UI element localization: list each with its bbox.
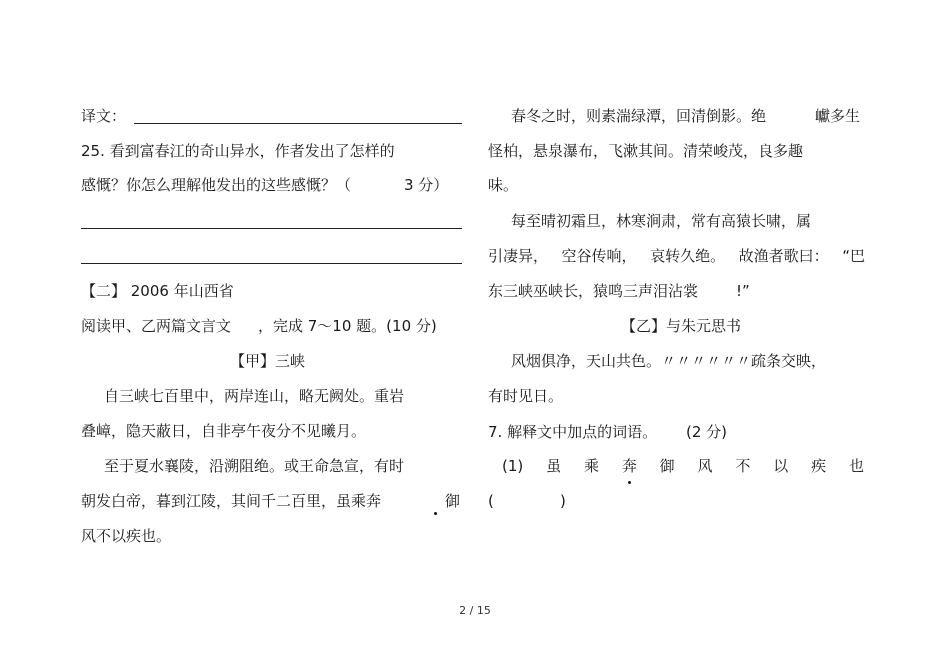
- passage-1-line-1: 自三峡七百里中，两岸连山，略无阙处。重岩: [104, 387, 405, 405]
- yi-title: 【乙】与朱元思书: [621, 317, 742, 335]
- passage-4-line-3a: 东三峡巫峡长，猿鸣三声泪沾裳: [488, 282, 699, 300]
- p4-seg: 哀转久绝。: [650, 247, 726, 265]
- item-char: 疾: [811, 457, 827, 475]
- question-25-line-1: 25. 看到富春江的奇山异水，作者发出了怎样的: [81, 142, 395, 160]
- passage-5-line-2: 有时见日。: [488, 387, 564, 405]
- question-7: 7. 解释文中加点的词语。: [488, 423, 658, 441]
- passage-2-line-2: 朝发白帝，暮到江陵，其间千二百里，虽乘奔: [81, 492, 382, 510]
- answer-line-translation: [134, 123, 462, 124]
- question-7-item-1: [502, 456, 864, 476]
- ben-char: 奔: [621, 457, 637, 475]
- instruction-part-b: ，完成 7～10 题。(10 分): [258, 317, 437, 335]
- item-char-emphasized: [622, 456, 637, 476]
- emphasis-dot: [628, 481, 631, 484]
- p4-seg: 故渔者歌曰：: [738, 247, 829, 265]
- answer-paren-close: ): [560, 492, 566, 510]
- passage-3-line-1a: 春冬之时，则素湍绿潭，回清倒影。绝: [511, 107, 767, 125]
- section-heading: 【二】 2006 年山西省: [81, 282, 234, 300]
- instruction-part-a: 阅读甲、乙两篇文言文: [81, 317, 232, 335]
- emphasis-dot: [434, 512, 437, 515]
- page-number: 2 / 15: [459, 604, 491, 617]
- passage-2-line-3: 风不以疾也。: [81, 527, 172, 545]
- item-char: 乘: [583, 457, 599, 475]
- passage-2-line-2-end: [445, 491, 460, 511]
- passage-3-line-2: 怪柏，悬泉瀑布，飞漱其间。清荣峻茂，良多趣: [488, 142, 804, 160]
- answer-line-25-b: [81, 263, 462, 264]
- passage-3-line-1b: 巘多生: [815, 107, 861, 125]
- yu-char: 御: [445, 492, 461, 510]
- passage-4-line-3b: !”: [736, 282, 750, 300]
- passage-3-line-3: 味。: [488, 176, 519, 194]
- translation-label: 译文：: [81, 107, 127, 125]
- p4-seg: “巴: [842, 247, 865, 265]
- passage-2-line-1: 至于夏水襄陵，沿溯阻绝。或王命急宣，有时: [104, 457, 405, 475]
- p4-seg: 引凄异，: [488, 247, 549, 265]
- item-number: (1): [502, 457, 524, 475]
- passage-5-line-1: 风烟俱净，天山共色。〃〃〃〃〃〃疏条交映，: [511, 352, 827, 370]
- item-char: 以: [773, 457, 789, 475]
- item-char: 虽: [546, 457, 562, 475]
- passage-1-line-2: 叠嶂，隐天蔽日，自非亭午夜分不见曦月。: [81, 422, 367, 440]
- item-char: 风: [697, 457, 713, 475]
- item-char: 也: [848, 457, 864, 475]
- passage-4-line-2: [488, 246, 865, 266]
- question-25-score: 3 分）: [404, 176, 449, 194]
- item-char: 不: [735, 457, 751, 475]
- answer-paren-open: (: [488, 492, 494, 510]
- jia-title: 【甲】三峡: [230, 352, 306, 370]
- item-char: 御: [659, 457, 675, 475]
- p4-seg: 空谷传响，: [561, 247, 637, 265]
- answer-line-25-a: [81, 228, 462, 229]
- question-25-line-2: 感慨？你怎么理解他发出的这些感慨？（: [81, 176, 352, 194]
- question-7-score: (2 分): [686, 423, 728, 441]
- passage-4-line-1: 每至晴初霜旦，林寒涧肃，常有高猿长啸，属: [511, 212, 812, 230]
